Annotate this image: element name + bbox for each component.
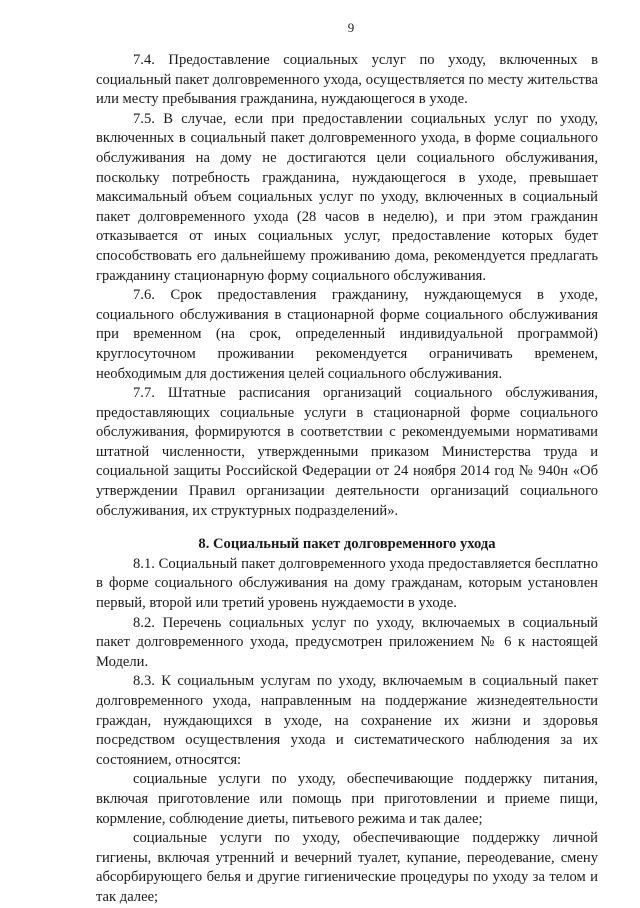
paragraph-7-6: 7.6. Срок предоставления гражданину, нуждающемуся в уходе, социального обслуживания в стационарной форме социального обслуживания при временном (на срок, определенный индивидуальной программой) круглосуточном проживании рекомендуется ограничивать временем, необходимым для достижения целей социального обслуживания. xyxy=(96,287,598,382)
section-heading: 8. Социальный пакет долговременного ухода xyxy=(198,536,496,553)
document-page xyxy=(96,20,598,908)
paragraph-8-1: 8.1. Социальный пакет долговременного ухода предоставляется бесплатно в форме социального обслуживания на дому гражданам, которым установлен первый, второй или третий уровень нуждаемости в уходе. xyxy=(96,555,598,612)
paragraph-7-4: 7.4. Предоставление социальных услуг по уходу, включенных в социальный пакет долговременного ухода, осуществляется по месту жительства или месту пребывания гражданина, нуждающегося в уходе. xyxy=(96,52,598,108)
paragraph-hygiene-services: социальные услуги по уходу, обеспечивающие поддержку личной гигиены, включая утренний и вечерний туалет, купание, переодевание, смену абсорбирующего белья и другие гигиенические процедуры по уходу за телом и так далее; xyxy=(96,830,598,905)
page-number: 9 xyxy=(347,20,355,35)
paragraph-7-7: 7.7. Штатные расписания организаций социального обслуживания, предоставляющих социальные услуги в стационарной форме социального обслуживания, формируются в соответствии с рекомендуемыми нормативами штатной численности, утвержденными приказом Министерства труда и социальной защиты Российской Федерации от 24 ноября 2014 год № 940н «Об утверждении Правил организации деятельности организаций социального обслуживания, их структурных подразделений». xyxy=(96,385,598,519)
paragraph-nutrition-services: социальные услуги по уходу, обеспечивающие поддержку питания, включая приготовление или помощь при приготовлении и приеме пищи, кормление, соблюдение диеты, питьевого режима и так далее; xyxy=(96,771,598,827)
paragraph-7-5: 7.5. В случае, если при предоставлении социальных услуг по уходу, включенных в социальный пакет долговременного ухода, в форме социального обслуживания на дому не достигаются цели социального обслуживания, поскольку потребность гражданина, нуждающегося в уходе, превышает максимальный объем социальных услуг по уходу, включенных в социальный пакет долговременного ухода (28 часов в неделю), и при этом гражданин отказывается от иных социальных услуг, предоставление которых будет способствовать его дальнейшему проживанию дома, рекомендуется предлагать гражданину стационарную форму социального обслуживания. xyxy=(96,110,598,284)
paragraph-8-2: 8.2. Перечень социальных услуг по уходу, включаемых в социальный пакет долговременного ухода, предусмотрен приложением № 6 к настоящей Модели. xyxy=(96,614,598,670)
paragraph-8-3: 8.3. К социальным услугам по уходу, включаемым в социальный пакет долговременного ухода, направленным на поддержание жизнедеятельности граждан, нуждающихся в уходе, на сохранение их жизни и здоровья посредством осуществления ухода и систематического наблюдения за их состоянием, относятся: xyxy=(96,673,598,768)
